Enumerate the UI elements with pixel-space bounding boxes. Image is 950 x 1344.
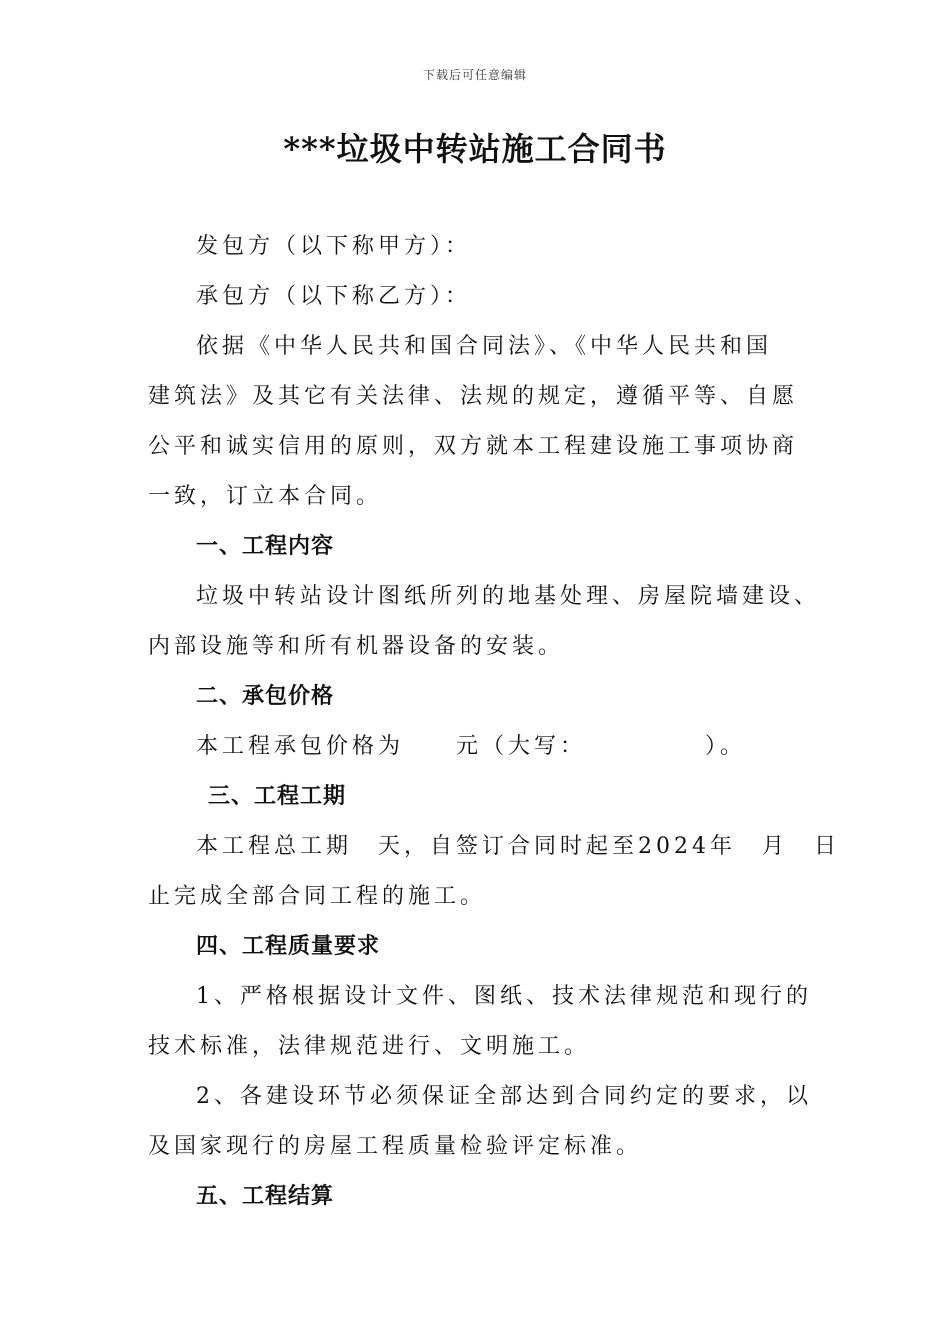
section-heading-2: 二、承包价格 <box>196 684 335 709</box>
section-2-line: 本工程承包价格为 元（大写： ）。 <box>196 734 747 759</box>
document-body <box>148 222 840 1222</box>
section-3-paragraph <box>148 822 840 922</box>
section-heading-5: 五、工程结算 <box>196 1184 335 1209</box>
intro-line: 一致，订立本合同。 <box>148 484 383 509</box>
party-b-line: 承包方（以下称乙方）： <box>196 284 472 309</box>
section-1-line: 内部设施等和所有机器设备的安装。 <box>148 634 565 659</box>
section-4-item-1-line: 1、严格根据设计文件、图纸、技术法律规范和现行的 <box>196 984 812 1009</box>
section-1-line: 垃圾中转站设计图纸所列的地基处理、房屋院墙建设、 <box>196 584 821 609</box>
section-heading-3: 三、工程工期 <box>208 784 347 809</box>
section-4-item-2-line: 及国家现行的房屋工程质量检验评定标准。 <box>148 1134 643 1159</box>
section-3-line: 本工程总工期 天，自签订合同时起至2024年 月 日 <box>196 834 840 859</box>
section-heading-4: 四、工程质量要求 <box>196 934 381 959</box>
header-note: 下载后可任意编辑 <box>422 68 527 82</box>
intro-line: 建筑法》及其它有关法律、法规的规定，遵循平等、自愿 <box>148 384 799 409</box>
party-a-line: 发包方（以下称甲方）： <box>196 234 472 259</box>
section-4-item-1 <box>148 972 812 1072</box>
intro-paragraph <box>148 322 808 522</box>
section-heading-1: 一、工程内容 <box>196 534 335 559</box>
section-1-paragraph <box>148 572 821 672</box>
intro-line: 依据《中华人民共和国合同法》、《中华人民共和国 <box>196 334 773 359</box>
section-4-item-1-line: 技术标准，法律规范进行、文明施工。 <box>148 1034 591 1059</box>
document-title: ***垃圾中转站施工合同书 <box>283 130 667 168</box>
section-3-line: 止完成全部合同工程的施工。 <box>148 884 487 909</box>
intro-line: 公平和诚实信用的原则，双方就本工程建设施工事项协商 <box>148 434 799 459</box>
section-4-item-2 <box>148 1072 812 1172</box>
section-4-item-2-line: 2、各建设环节必须保证全部达到合同约定的要求，以 <box>196 1084 812 1109</box>
